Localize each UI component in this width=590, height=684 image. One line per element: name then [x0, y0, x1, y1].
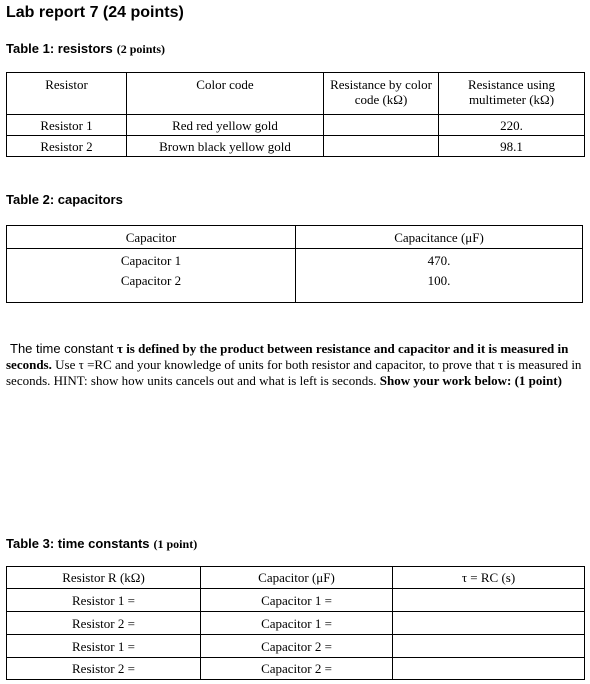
page-title: Lab report 7 (24 points): [6, 4, 184, 21]
time-constants-table: [6, 566, 585, 680]
header-resistance-color: Resistance by color code (kΩ): [324, 73, 439, 115]
header-capacitor-uf: Capacitor (μF): [201, 567, 393, 589]
table-cell: 470.: [296, 249, 583, 272]
capacitors-table: [6, 225, 583, 303]
instructions-paragraph: [6, 341, 584, 389]
table-cell: Capacitor 1 =: [201, 612, 393, 635]
table-cell: Capacitor 2 =: [201, 635, 393, 658]
table-cell: Red red yellow gold: [127, 115, 324, 136]
table1-heading: Table 1: resistors: [6, 41, 113, 56]
tau-answer-cell[interactable]: [393, 612, 585, 635]
table-cell: Resistor 2 =: [7, 658, 201, 680]
table3-points: (1 point): [153, 537, 198, 551]
table-cell: Resistor 2 =: [7, 612, 201, 635]
header-capacitor: Capacitor: [7, 226, 296, 249]
header-color-code: Color code: [127, 73, 324, 115]
header-resistor-r: Resistor R (kΩ): [7, 567, 201, 589]
tau-answer-cell[interactable]: [393, 635, 585, 658]
tau-answer-cell[interactable]: [393, 658, 585, 680]
table-cell: Capacitor 1 =: [201, 589, 393, 612]
tau-answer-cell[interactable]: [393, 589, 585, 612]
table-cell: Capacitor 2 =: [201, 658, 393, 680]
paragraph-bold-definition: τ is defined by the product between resistance and capacitor and it is measured in seconds.: [6, 341, 569, 372]
paragraph-lead: The time constant: [10, 341, 117, 356]
paragraph-show-work: Show your work below: (1 point): [376, 373, 562, 388]
resistors-table: [6, 72, 585, 157]
header-resistance-multimeter: Resistance using multimeter (kΩ): [439, 73, 585, 115]
table-cell: Resistor 1: [7, 115, 127, 136]
paragraph-instructions: Use τ =RC and your knowledge of units for both resistor and capacitor, to prove that τ is measured in seconds. HINT: show how units cancels out and what is left is seconds.: [6, 357, 582, 388]
table-cell: 220.: [439, 115, 585, 136]
table-cell: Resistor 2: [7, 136, 127, 157]
header-tau: τ = RC (s): [393, 567, 585, 589]
table-cell: 100.: [296, 272, 583, 303]
table-cell: [324, 115, 439, 136]
table-cell: Resistor 1 =: [7, 635, 201, 658]
table-cell: Capacitor 2: [7, 272, 296, 303]
table-cell: Capacitor 1: [7, 249, 296, 272]
table3-heading-line: [6, 535, 197, 553]
table1-points: (2 points): [116, 42, 166, 56]
header-resistor: Resistor: [7, 73, 127, 115]
table3-heading: Table 3: time constants: [6, 536, 150, 551]
table-cell: 98.1: [439, 136, 585, 157]
table-cell: Resistor 1 =: [7, 589, 201, 612]
table-cell: [324, 136, 439, 157]
header-capacitance: Capacitance (μF): [296, 226, 583, 249]
table1-heading-line: [6, 40, 165, 58]
table2-heading: Table 2: capacitors: [6, 192, 123, 207]
table-cell: Brown black yellow gold: [127, 136, 324, 157]
